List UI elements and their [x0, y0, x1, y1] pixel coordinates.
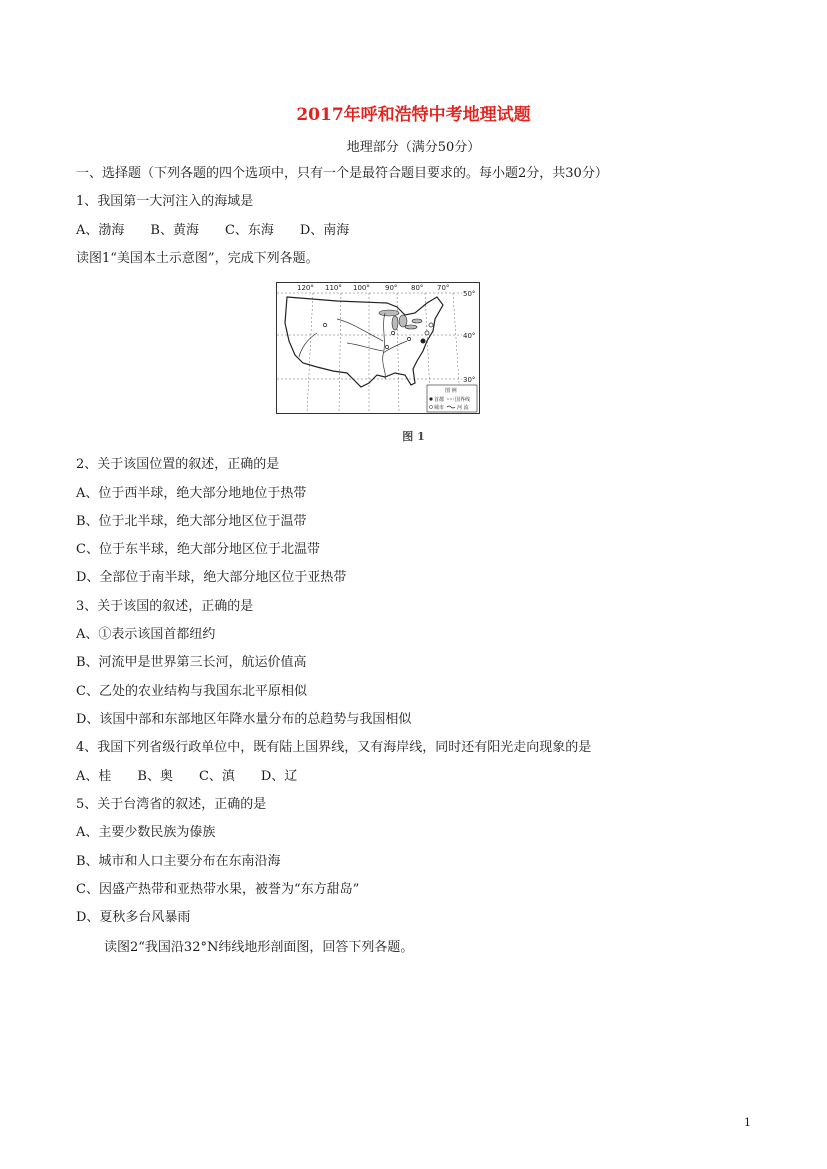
question-3-stem: 3、关于该国的叙述，正确的是: [76, 599, 254, 614]
figure-caption: 图 1: [402, 430, 425, 443]
question-2-option-d: D、全部位于南半球，绝大部分地区位于亚热带: [76, 570, 347, 585]
question-5-option-a: A、主要少数民族为傣族: [76, 825, 216, 840]
map-instruction: 读图1“美国本土示意图”，完成下列各题。: [76, 251, 319, 266]
question-5-option-d: D、夏秋多台风暴雨: [76, 910, 191, 925]
legend-capital: 首都: [434, 397, 445, 403]
capital-marker: [421, 339, 426, 344]
lat-label: 50°: [463, 290, 476, 298]
page-subtitle: 地理部分（满分50分）: [346, 140, 481, 155]
lon-label: 100°: [353, 284, 370, 292]
usa-map-figure: [276, 282, 480, 414]
legend-river: 河 流: [457, 405, 469, 411]
question-2-option-b: B、位于北半球，绝大部分地区位于温带: [76, 514, 307, 529]
lat-label: 40°: [463, 332, 476, 340]
question-1-stem: 1、我国第一大河注入的海域是: [76, 194, 254, 209]
question-2-stem: 2、关于该国位置的叙述，正确的是: [76, 457, 280, 472]
legend-city: 城市: [434, 405, 445, 411]
question-2-option-c: C、位于东半球，绝大部分地区位于北温带: [76, 542, 320, 557]
question-5-option-c: C、因盛产热带和亚热带水果，被誉为“东方甜岛”: [76, 882, 360, 897]
country-outline: [285, 297, 443, 387]
question-3-option-c: C、乙处的农业结构与我国东北平原相似: [76, 684, 307, 699]
figure-2-instruction: 读图2“我国沿32°N纬线地形剖面图，回答下列各题。: [104, 940, 414, 955]
lon-label: 70°: [437, 284, 450, 292]
legend-border: 国界线: [455, 397, 471, 403]
lon-label: 90°: [385, 284, 398, 292]
legend-title: 图 例: [445, 388, 457, 394]
question-3-option-b: B、河流甲是世界第三长河，航运价值高: [76, 655, 307, 670]
question-3-option-a: A、①表示该国首都纽约: [76, 627, 216, 642]
question-5-stem: 5、关于台湾省的叙述，正确的是: [76, 797, 267, 812]
question-2-option-a: A、位于西半球，绝大部分地地位于热带: [76, 486, 307, 501]
question-5-option-b: B、城市和人口主要分布在东南沿海: [76, 854, 281, 869]
map-legend: [427, 385, 477, 412]
section-heading: 一、选择题（下列各题的四个选项中，只有一个是最符合题目要求的。每小题2分，共30分）: [76, 166, 608, 181]
lon-label: 120°: [297, 284, 314, 292]
lon-label: 80°: [411, 284, 424, 292]
lon-label: 110°: [325, 284, 342, 292]
lat-label: 30°: [463, 376, 476, 384]
question-4-options: A、桂 B、奥 C、滇 D、辽: [76, 769, 298, 784]
question-1-options: A、渤海 B、黄海 C、东海 D、南海: [76, 223, 350, 238]
question-3-option-d: D、该国中部和东部地区年降水量分布的总趋势与我国相似: [76, 712, 412, 727]
page-number: 1: [744, 1116, 751, 1129]
rivers: [299, 313, 407, 379]
latitude-labels: [463, 290, 475, 384]
usa-map: [277, 283, 479, 413]
page-title: 2017年呼和浩特中考地理试题: [296, 105, 531, 125]
longitude-labels: [297, 284, 449, 292]
question-4-stem: 4、我国下列省级行政单位中，既有陆上国界线，又有海岸线，同时还有阳光走向现象的是: [76, 740, 592, 755]
